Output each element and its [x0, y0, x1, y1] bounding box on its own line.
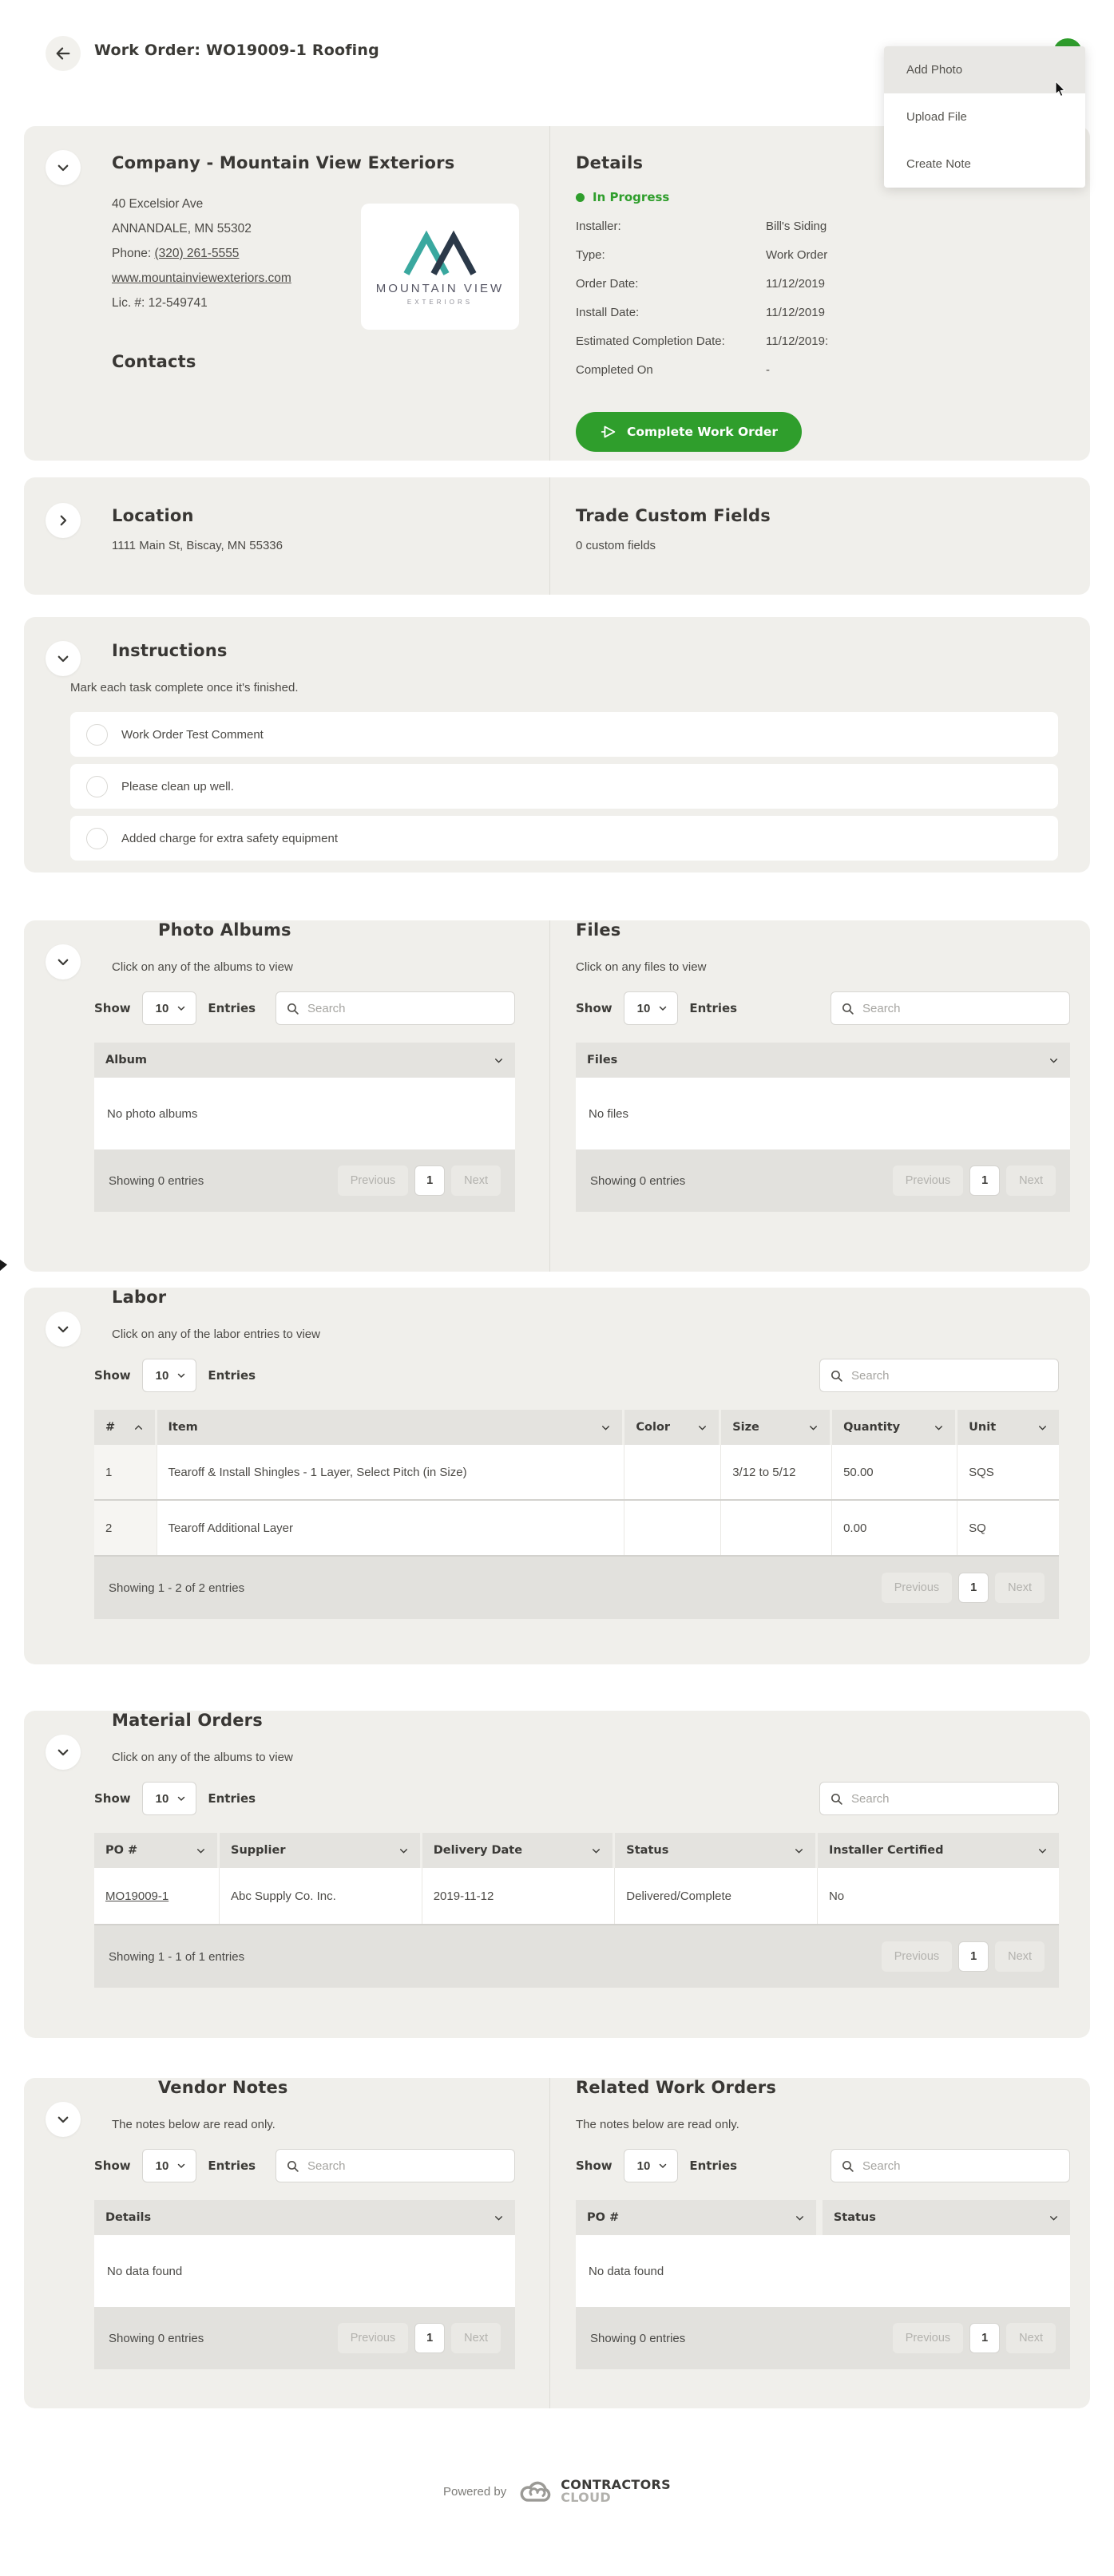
search-icon: [830, 1369, 843, 1383]
page-size-select[interactable]: [624, 991, 679, 1025]
files-empty-row: No files: [576, 1078, 1070, 1150]
entries-label: Entries: [208, 2159, 256, 2173]
search-icon: [841, 1002, 854, 1015]
previous-page-button[interactable]: Previous: [893, 2323, 963, 2353]
brand-line2: CLOUD: [561, 2490, 611, 2505]
current-page-button[interactable]: 1: [414, 2323, 445, 2353]
cell-quantity: 50.00: [832, 1445, 957, 1499]
material-orders-card: [24, 1711, 1090, 2038]
menu-item-add-photo[interactable]: Add Photo: [884, 46, 1085, 93]
entries-label: Entries: [208, 1368, 256, 1383]
task-checkbox[interactable]: [86, 724, 108, 746]
contractors-cloud-logo: [519, 2479, 671, 2504]
cell-color: [624, 1501, 721, 1555]
detail-row-install-date: [576, 306, 1066, 319]
sort-chevron-icon: [697, 1423, 708, 1433]
previous-page-button[interactable]: Previous: [882, 1941, 952, 1972]
column-header-files[interactable]: Files: [576, 1043, 1070, 1078]
entries-label: Entries: [208, 1791, 256, 1806]
page-size-value: 10: [155, 1368, 169, 1383]
sort-chevron-icon: [795, 2213, 805, 2223]
trade-custom-fields-count: 0 custom fields: [576, 539, 656, 552]
instructions-card: [24, 617, 1090, 873]
files-table-footer: [576, 1150, 1070, 1212]
files-search[interactable]: [831, 991, 1070, 1025]
labor-heading: Labor: [112, 1288, 167, 1307]
arrow-left-icon: [54, 45, 72, 62]
task-row[interactable]: [70, 816, 1058, 861]
chevron-down-icon: [56, 651, 70, 666]
photos-files-card: [24, 920, 1090, 1272]
search-input[interactable]: [861, 2159, 1060, 2174]
page-size-select[interactable]: [624, 2149, 679, 2182]
photo-albums-table-header: [94, 1043, 515, 1078]
sort-chevron-icon: [494, 1055, 504, 1066]
show-label: Show: [94, 1001, 131, 1015]
complete-button-label: Complete Work Order: [627, 425, 779, 439]
related-work-orders-subtext: The notes below are read only.: [576, 2118, 739, 2131]
contacts-heading: Contacts: [112, 352, 196, 371]
chevron-down-icon: [176, 1794, 186, 1803]
showing-entries-text: Showing 0 entries: [590, 1173, 686, 1188]
cloud-icon: [519, 2479, 554, 2503]
related-work-orders-heading: Related Work Orders: [576, 2078, 777, 2097]
phone-link[interactable]: (320) 261-5555: [154, 247, 240, 260]
entries-label: Entries: [689, 2159, 738, 2173]
detail-value: Bill's Siding: [766, 220, 827, 233]
location-expand-button[interactable]: [46, 503, 81, 538]
next-page-button[interactable]: Next: [451, 1165, 501, 1196]
cell-status: Delivered/Complete: [615, 1868, 818, 1924]
next-page-button[interactable]: Next: [995, 1573, 1045, 1603]
task-label: Added charge for extra safety equipment: [121, 831, 338, 845]
page-size-select[interactable]: [142, 991, 197, 1025]
files-column: [549, 920, 1090, 1272]
material-orders-heading: Material Orders: [112, 1711, 263, 1730]
related-work-orders-empty-row: No data found: [576, 2235, 1070, 2307]
show-label: Show: [94, 1368, 131, 1383]
instructions-heading: Instructions: [112, 641, 228, 660]
showing-entries-text: Showing 0 entries: [109, 2331, 204, 2345]
actions-dropdown-menu: [884, 46, 1085, 188]
detail-label: Type:: [576, 248, 605, 262]
files-heading: Files: [576, 920, 621, 940]
company-logo: [361, 204, 519, 330]
cell-installer-certified: No: [828, 1889, 845, 1903]
current-page-button[interactable]: 1: [958, 1573, 989, 1603]
column-header-po[interactable]: PO #: [94, 1833, 220, 1868]
cell-unit: SQS: [969, 1465, 994, 1479]
cell-quantity: 0.00: [832, 1501, 957, 1555]
sort-chevron-icon: [591, 1846, 601, 1856]
column-header-po[interactable]: PO #: [576, 2200, 816, 2235]
sort-chevron-icon: [398, 1846, 409, 1856]
task-label: Work Order Test Comment: [121, 727, 264, 742]
trade-custom-fields-column: [549, 477, 1090, 595]
sort-chevron-icon: [601, 1423, 611, 1433]
detail-row-type: [576, 248, 1066, 262]
pagination: [338, 1165, 501, 1196]
location-address: 1111 Main St, Biscay, MN 55336: [112, 539, 283, 552]
chevron-down-icon: [56, 1322, 70, 1336]
back-button[interactable]: [46, 36, 81, 71]
company-license: Lic. #: 12-549741: [112, 296, 208, 310]
page-size-value: 10: [636, 1001, 651, 1015]
search-icon: [286, 1002, 299, 1015]
sort-chevron-icon: [794, 1846, 804, 1856]
screen-edge-artifact: [0, 1260, 7, 1271]
detail-label: Estimated Completion Date:: [576, 334, 725, 348]
trade-custom-fields-heading: Trade Custom Fields: [576, 506, 771, 525]
search-input[interactable]: [306, 1001, 505, 1016]
status-text: In Progress: [593, 190, 670, 204]
cell-item: Tearoff & Install Shingles - 1 Layer, Select Pitch (in Size): [157, 1445, 625, 1499]
column-header-installer-certified[interactable]: Installer Certified: [818, 1833, 1059, 1868]
logo-text-line1: MOUNTAIN VIEW: [375, 282, 505, 295]
show-label: Show: [94, 1791, 131, 1806]
task-row[interactable]: [70, 712, 1058, 757]
chevron-down-icon: [658, 1003, 668, 1013]
vendor-notes-column: [24, 2078, 549, 2408]
cell-supplier: Abc Supply Co. Inc.: [220, 1868, 422, 1924]
material-order-row[interactable]: [94, 1868, 1059, 1925]
vendor-notes-subtext: The notes below are read only.: [112, 2118, 276, 2131]
cell-size: [721, 1501, 832, 1555]
vendor-notes-table-header: [94, 2200, 515, 2235]
previous-page-button[interactable]: Previous: [338, 1165, 408, 1196]
previous-page-button[interactable]: Previous: [338, 2323, 408, 2353]
detail-row-installer: [576, 220, 1066, 233]
material-orders-collapse-button[interactable]: [46, 1735, 81, 1770]
column-header-color[interactable]: Color: [624, 1410, 721, 1445]
logo-text-line2: EXTERIORS: [406, 299, 474, 306]
cell-unit: SQ: [969, 1521, 986, 1535]
cell-delivery-date: 2019-11-12: [422, 1868, 616, 1924]
files-table-header: [576, 1043, 1070, 1078]
next-page-button[interactable]: Next: [1006, 2323, 1056, 2353]
showing-entries-text: Showing 1 - 2 of 2 entries: [109, 1581, 245, 1595]
page-footer: [0, 2479, 1114, 2552]
previous-page-button[interactable]: Previous: [882, 1573, 952, 1603]
sort-chevron-up-icon: [133, 1423, 144, 1433]
next-page-button[interactable]: Next: [451, 2323, 501, 2353]
detail-row-estimated-completion: [576, 334, 1066, 348]
page-size-value: 10: [155, 2159, 169, 2173]
vendor-notes-search[interactable]: [276, 2149, 515, 2182]
chevron-down-icon: [176, 1371, 186, 1380]
pagination: [882, 1941, 1045, 1972]
company-collapse-button[interactable]: [46, 150, 81, 185]
current-page-button[interactable]: 1: [414, 1165, 445, 1196]
detail-label: Install Date:: [576, 306, 640, 319]
photo-albums-empty-row: No photo albums: [94, 1078, 515, 1150]
sort-chevron-icon: [196, 1846, 206, 1856]
show-label: Show: [94, 2159, 131, 2173]
menu-item-upload-file[interactable]: Upload File: [906, 110, 967, 124]
column-header-album[interactable]: Album: [94, 1043, 515, 1078]
instructions-subtext: Mark each task complete once it's finished.: [70, 681, 299, 694]
company-heading: Company - Mountain View Exteriors: [112, 153, 455, 172]
photo-albums-table-footer: [94, 1150, 515, 1212]
cell-number: 2: [94, 1501, 157, 1555]
show-label: Show: [576, 2159, 613, 2173]
labor-table-footer: [94, 1557, 1059, 1619]
column-header-unit[interactable]: Unit: [957, 1410, 1059, 1445]
notes-related-card: [24, 2078, 1090, 2408]
showing-entries-text: Showing 0 entries: [590, 2331, 686, 2345]
labor-collapse-button[interactable]: [46, 1312, 81, 1347]
task-label: Please clean up well.: [121, 779, 234, 793]
cell-color: [624, 1445, 721, 1499]
previous-page-button[interactable]: Previous: [893, 1165, 963, 1196]
column-header-quantity[interactable]: Quantity: [832, 1410, 957, 1445]
labor-table-row[interactable]: [94, 1445, 1059, 1501]
column-header-delivery-date[interactable]: Delivery Date: [422, 1833, 616, 1868]
search-input[interactable]: [306, 2159, 505, 2174]
page-size-select[interactable]: [142, 2149, 197, 2182]
column-header-supplier[interactable]: Supplier: [220, 1833, 422, 1868]
sort-chevron-icon: [808, 1423, 819, 1433]
current-page-button[interactable]: 1: [969, 1165, 1000, 1196]
detail-value: 11/12/2019: [766, 277, 825, 291]
chevron-down-icon: [56, 160, 70, 175]
labor-subtext: Click on any of the labor entries to view: [112, 1328, 320, 1341]
files-subtext: Click on any files to view: [576, 960, 707, 974]
detail-value: 11/12/2019: [766, 306, 825, 319]
labor-table-header: [94, 1410, 1059, 1445]
cell-item: Tearoff Additional Layer: [157, 1501, 625, 1555]
page-size-select[interactable]: [142, 1782, 197, 1815]
po-number-link[interactable]: MO19009-1: [105, 1889, 169, 1903]
task-list: [70, 712, 1058, 861]
task-checkbox[interactable]: [86, 776, 108, 797]
detail-value: Work Order: [766, 248, 828, 262]
related-work-orders-search[interactable]: [831, 2149, 1070, 2182]
powered-by-text: Powered by: [443, 2484, 507, 2499]
material-orders-subtext: Click on any of the albums to view: [112, 1751, 293, 1764]
sort-chevron-icon: [1049, 2213, 1059, 2223]
status-dot-icon: [576, 193, 585, 202]
chevron-down-icon: [658, 2161, 668, 2170]
mountain-logo-icon: [400, 228, 480, 277]
page-size-value: 10: [636, 2159, 651, 2173]
search-input[interactable]: [850, 1791, 1049, 1806]
photo-albums-heading: Photo Albums: [158, 920, 291, 940]
page-size-value: 10: [155, 1001, 169, 1015]
detail-value: 11/12/2019:: [766, 334, 829, 348]
search-icon: [286, 2159, 299, 2173]
detail-row-completed-on: [576, 363, 1066, 377]
detail-label: Completed On: [576, 363, 653, 377]
vendor-notes-collapse-button[interactable]: [46, 2102, 81, 2137]
labor-search[interactable]: [819, 1359, 1059, 1392]
mouse-cursor: [1055, 81, 1068, 97]
detail-label: Installer:: [576, 220, 621, 233]
labor-card: [24, 1288, 1090, 1664]
related-work-orders-table-header: [576, 2200, 1070, 2235]
chevron-down-icon: [176, 2161, 186, 2170]
column-header-status[interactable]: Status: [823, 2200, 1070, 2235]
showing-entries-text: Showing 1 - 1 of 1 entries: [109, 1949, 245, 1964]
detail-value: -: [766, 363, 770, 377]
vendor-notes-empty-row: No data found: [94, 2235, 515, 2307]
related-work-orders-table-footer: [576, 2307, 1070, 2369]
search-input[interactable]: [861, 1001, 1060, 1016]
column-header-details[interactable]: Details: [94, 2200, 515, 2235]
page-size-select[interactable]: [142, 1359, 197, 1392]
related-work-orders-column: [549, 2078, 1090, 2408]
next-page-button[interactable]: Next: [995, 1941, 1045, 1972]
sort-chevron-icon: [494, 2213, 504, 2223]
send-icon: [600, 423, 617, 441]
pagination: [882, 1573, 1045, 1603]
chevron-down-icon: [56, 955, 70, 969]
vendor-notes-heading: Vendor Notes: [158, 2078, 288, 2097]
column-header-number[interactable]: #: [94, 1410, 157, 1445]
search-input[interactable]: [850, 1368, 1049, 1383]
material-orders-search[interactable]: [819, 1782, 1059, 1815]
photo-albums-search[interactable]: [276, 991, 515, 1025]
detail-row-order-date: [576, 277, 1066, 291]
pagination: [893, 1165, 1056, 1196]
sort-chevron-icon: [934, 1423, 944, 1433]
details-heading: Details: [576, 153, 644, 172]
detail-label: Order Date:: [576, 277, 639, 291]
entries-label: Entries: [689, 1001, 738, 1015]
menu-item-create-note[interactable]: Create Note: [906, 157, 971, 171]
cell-po-number: [94, 1868, 220, 1924]
column-header-size[interactable]: Size: [721, 1410, 832, 1445]
page-title: Work Order: WO19009-1 Roofing: [94, 42, 379, 59]
cell-number: 1: [94, 1445, 157, 1499]
cell-size: 3/12 to 5/12: [721, 1445, 832, 1499]
website-link[interactable]: www.mountainviewexteriors.com: [112, 271, 291, 285]
chevron-right-icon: [56, 513, 70, 528]
task-checkbox[interactable]: [86, 828, 108, 849]
current-page-button[interactable]: 1: [969, 2323, 1000, 2353]
column-header-item[interactable]: Item: [157, 1410, 625, 1445]
status-badge: [576, 190, 1066, 204]
sort-chevron-icon: [1037, 1846, 1048, 1856]
showing-entries-text: Showing 0 entries: [109, 1173, 204, 1188]
search-icon: [841, 2159, 854, 2173]
company-column: [24, 126, 549, 461]
location-heading: Location: [112, 506, 194, 525]
photo-albums-subtext: Click on any of the albums to view: [112, 960, 293, 974]
chevron-down-icon: [56, 1745, 70, 1759]
labor-table-row[interactable]: [94, 1501, 1059, 1557]
chevron-down-icon: [56, 2112, 70, 2127]
company-address-line2: ANNANDALE, MN 55302: [112, 222, 252, 235]
task-row[interactable]: [70, 764, 1058, 809]
pagination: [338, 2323, 501, 2353]
sort-chevron-icon: [1049, 1055, 1059, 1066]
company-address-line1: 40 Excelsior Ave: [112, 197, 204, 211]
phone-label: Phone:: [112, 247, 155, 260]
sort-chevron-icon: [1037, 1423, 1048, 1433]
photo-albums-column: [24, 920, 549, 1272]
vendor-notes-table-footer: [94, 2307, 515, 2369]
pagination: [893, 2323, 1056, 2353]
material-orders-table-footer: [94, 1925, 1059, 1988]
location-card: [24, 477, 1090, 595]
show-label: Show: [576, 1001, 613, 1015]
instructions-collapse-button[interactable]: [46, 641, 81, 676]
photo-albums-collapse-button[interactable]: [46, 944, 81, 979]
material-orders-table-header: [94, 1833, 1059, 1868]
column-header-status[interactable]: Status: [615, 1833, 818, 1868]
current-page-button[interactable]: 1: [958, 1941, 989, 1972]
entries-label: Entries: [208, 1001, 256, 1015]
location-column: [24, 477, 549, 595]
brand-line1: CONTRACTORS: [561, 2477, 671, 2492]
search-icon: [830, 1792, 843, 1806]
next-page-button[interactable]: Next: [1006, 1165, 1056, 1196]
chevron-down-icon: [176, 1003, 186, 1013]
complete-work-order-button[interactable]: [576, 412, 802, 452]
page-size-value: 10: [155, 1791, 169, 1806]
